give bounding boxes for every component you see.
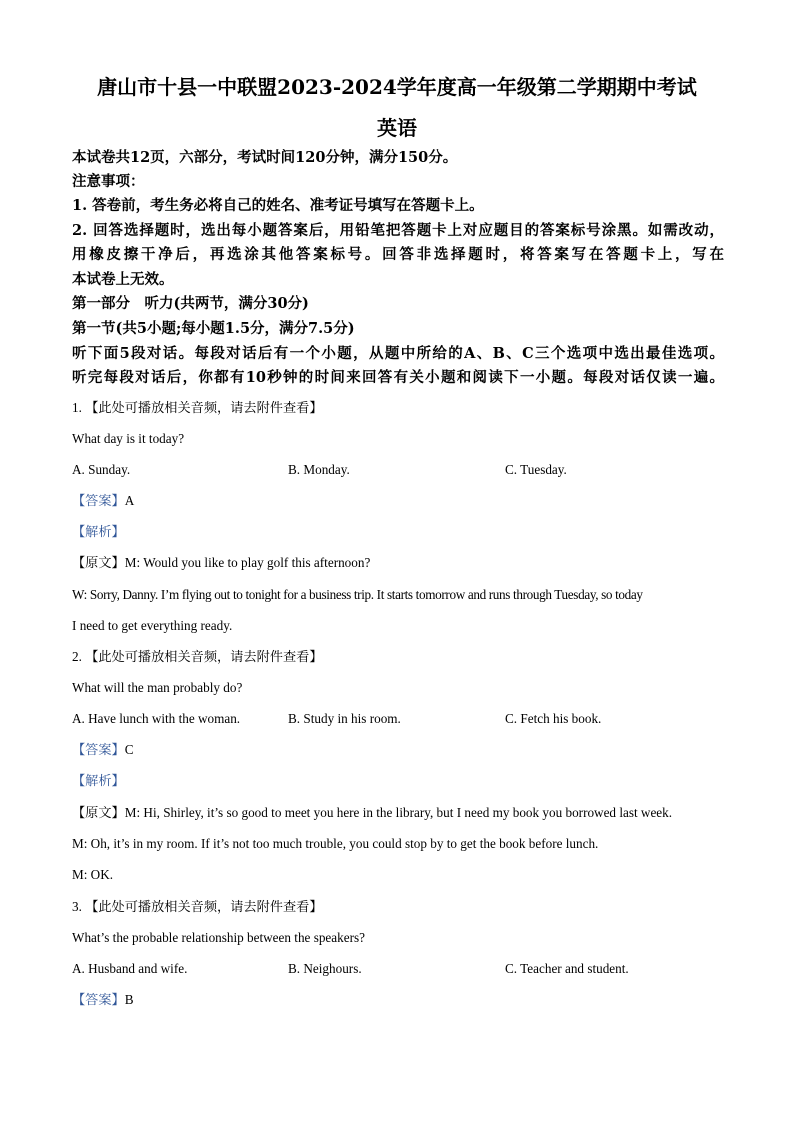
notice-item-1: 1. 答卷前，考生务必将自己的姓名、准考证号填写在答题卡上。 (72, 197, 484, 214)
option-a: A. Have lunch with the woman. (72, 711, 241, 726)
question-2-transcript-3: M: OK. (72, 867, 114, 882)
transcript-line: M: Hi, Shirley, it’s so good to meet you here in the library, but I need my book you borrowed last week. (124, 805, 673, 820)
option-b: B. Neighours. (288, 961, 362, 976)
answer-label: 【答案】 (72, 743, 125, 758)
notice-item-2-line2: 用橡皮擦干净后，再选涂其他答案标号。回答非选择题时，将答案写在答题卡上，写在 (72, 246, 724, 263)
option-c: C. Tuesday. (505, 462, 567, 477)
instruction-line1: 听下面5段对话。每段对话后有一个小题，从题中所给的A、B、C三个选项中选出最佳选项。 (72, 345, 724, 362)
option-c: C. Fetch his book. (505, 711, 602, 726)
question-1-answer (72, 492, 732, 511)
question-2-audio (72, 648, 732, 667)
question-2-analysis (72, 772, 732, 791)
answer-value: C (124, 742, 134, 757)
question-number: 2. (72, 649, 82, 664)
question-number: 1. (72, 400, 82, 415)
question-2-transcript-1 (72, 804, 732, 823)
analysis-label: 【解析】 (72, 525, 125, 540)
analysis-label: 【解析】 (72, 774, 125, 789)
question-2-text: What will the man probably do? (72, 680, 243, 695)
question-1-transcript-1 (72, 554, 732, 573)
notice-item-2-line3: 本试卷上无效。 (72, 271, 174, 288)
question-2-answer (72, 741, 732, 760)
answer-value: B (124, 992, 134, 1007)
original-label: 【原文】 (72, 556, 125, 571)
question-1-analysis (72, 523, 732, 542)
question-1-transcript-2: W: Sorry, Danny. I’m flying out to tonight for a business trip. It starts tomorrow and runs through Tuesday, so today (72, 587, 643, 602)
option-a: A. Sunday. (72, 462, 131, 477)
exam-title: 唐山市十县一中联盟2023-2024学年度高一年级第二学期期中考试 (97, 75, 697, 99)
question-1-transcript-3: I need to get everything ready. (72, 618, 233, 633)
question-2-transcript-2: M: Oh, it’s in my room. If it’s not too much trouble, you could stop by to get the book before lunch. (72, 836, 599, 851)
audio-note: 【此处可播放相关音频，请去附件查看】 (85, 650, 323, 665)
question-number: 3. (72, 899, 82, 914)
option-c: C. Teacher and student. (505, 961, 629, 976)
question-2-options (72, 710, 732, 728)
answer-value: A (124, 493, 135, 508)
exam-intro: 本试卷共12页，六部分，考试时间120分钟，满分150分。 (72, 149, 458, 166)
section-heading: 第一节(共5小题;每小题1.5分，满分7.5分) (72, 320, 355, 337)
part-heading: 第一部分 听力(共两节，满分30分) (72, 295, 309, 312)
exam-subject: 英语 (377, 116, 417, 140)
transcript-line: M: Would you like to play golf this afternoon? (124, 555, 371, 570)
audio-note: 【此处可播放相关音频，请去附件查看】 (85, 401, 323, 416)
answer-label: 【答案】 (72, 494, 125, 509)
notice-heading: 注意事项： (72, 173, 145, 190)
option-b: B. Study in his room. (288, 711, 401, 726)
answer-label: 【答案】 (72, 993, 125, 1008)
question-3-options (72, 960, 732, 978)
instruction-line2: 听完每段对话后，你都有10秒钟的时间来回答有关小题和阅读下一小题。每段对话仅读一遍。 (72, 369, 724, 386)
question-3-text: What’s the probable relationship between the speakers? (72, 930, 365, 945)
audio-note: 【此处可播放相关音频，请去附件查看】 (85, 900, 323, 915)
option-b: B. Monday. (288, 462, 350, 477)
original-label: 【原文】 (72, 806, 125, 821)
notice-item-2-line1: 2. 回答选择题时，选出每小题答案后，用铅笔把答题卡上对应题目的答案标号涂黑。如需改动， (72, 222, 724, 239)
question-1-options (72, 461, 732, 479)
option-a: A. Husband and wife. (72, 961, 188, 976)
question-3-answer (72, 991, 732, 1010)
question-1-audio (72, 399, 732, 418)
question-1-text: What day is it today? (72, 431, 185, 446)
question-3-audio (72, 898, 732, 917)
